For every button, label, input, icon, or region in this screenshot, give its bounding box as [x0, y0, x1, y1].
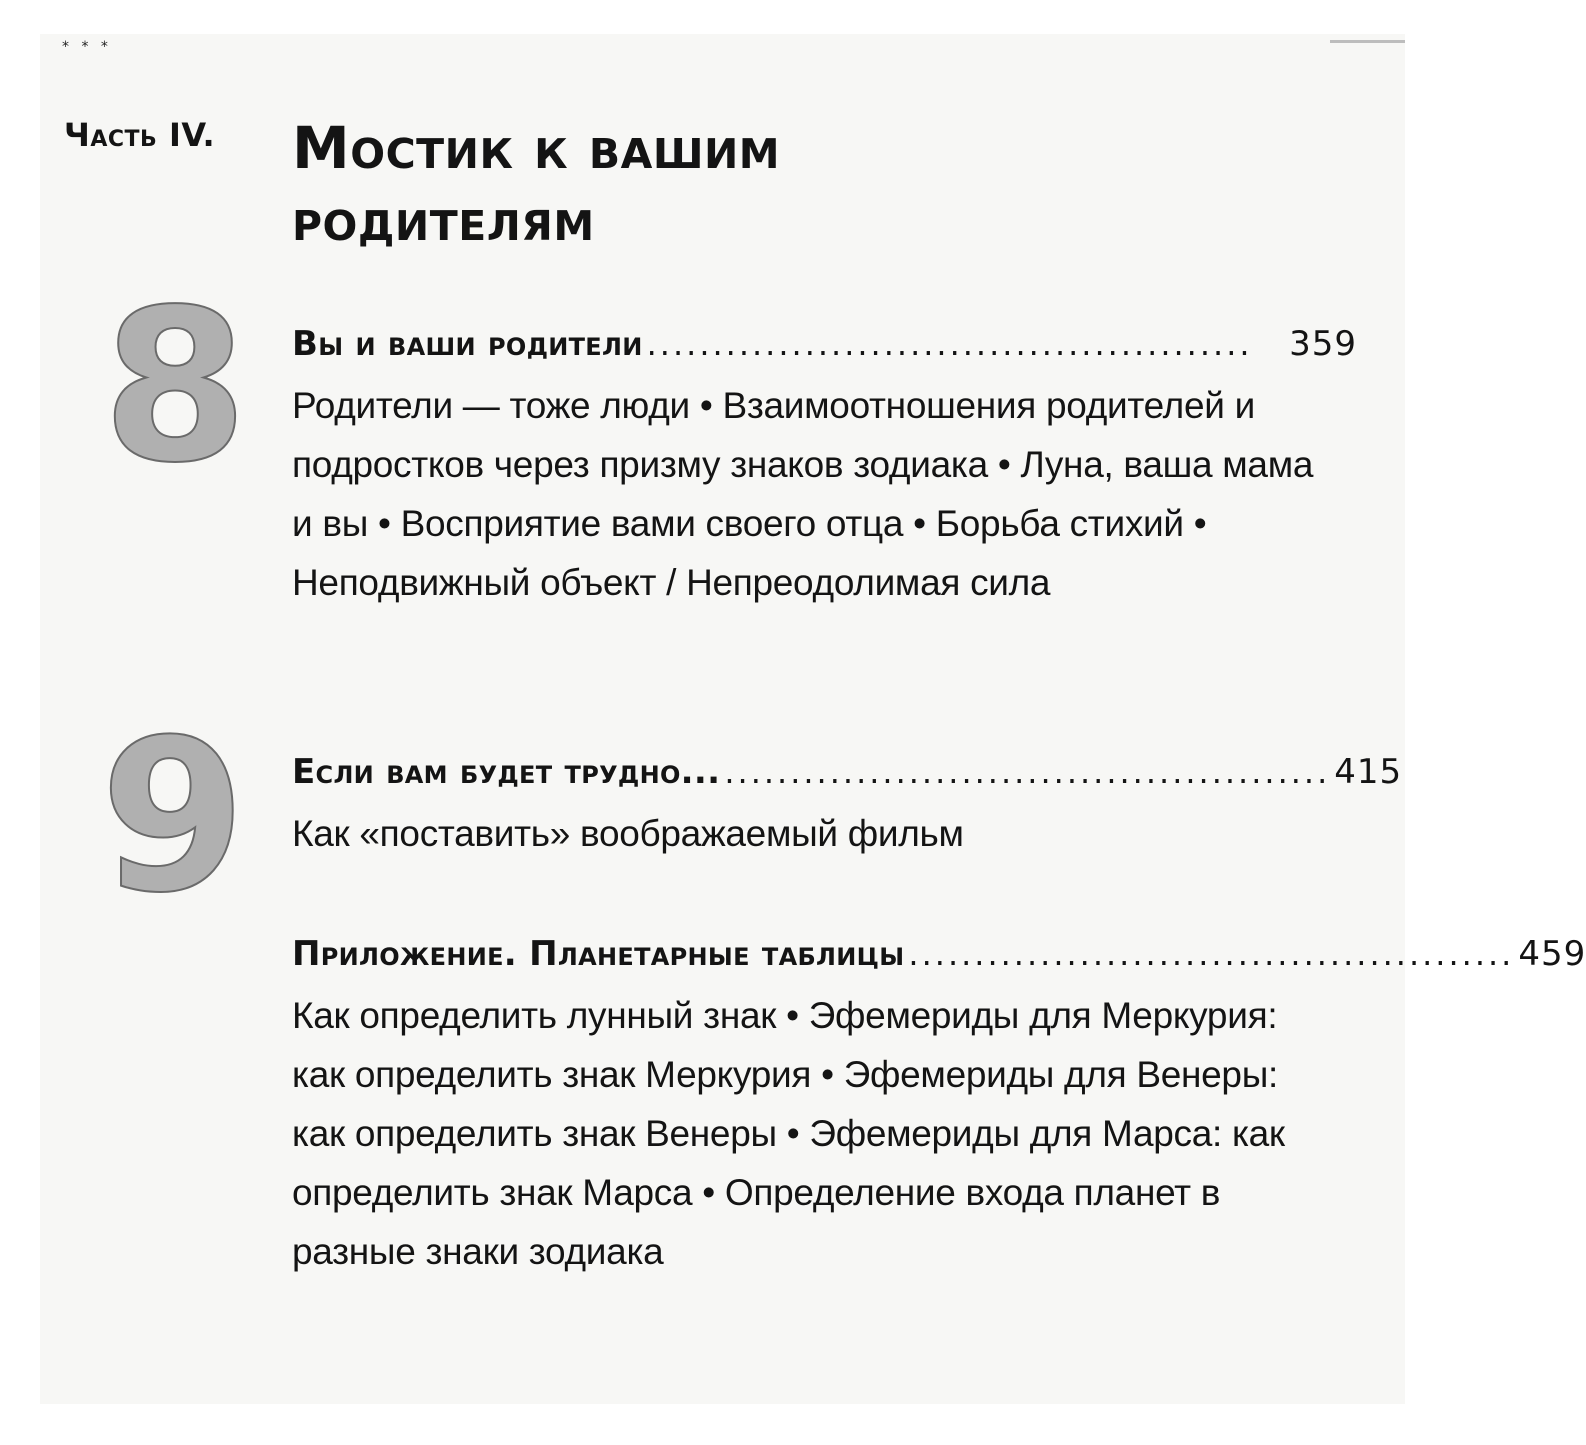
chapter-number-8: 8	[102, 264, 249, 509]
toc-entry-heading	[292, 752, 1403, 792]
toc-entry-heading	[292, 324, 1357, 364]
part-title: Мостик к вашим родителям	[292, 114, 781, 254]
part-label: Часть IV.	[64, 116, 216, 154]
leader-dots: ..............................................	[646, 325, 1253, 363]
chapter-number-9: 9	[100, 694, 247, 939]
page-number: 359	[1289, 324, 1357, 364]
leader-dots: ..............................................	[908, 935, 1515, 973]
appendix-title: Приложение. Планетарные таблицы	[292, 934, 905, 974]
page-edge-rule	[1330, 40, 1405, 43]
page-number: 415	[1334, 752, 1403, 792]
toc-entry-chapter-8[interactable]	[292, 324, 1357, 612]
toc-entry-appendix[interactable]	[292, 934, 1586, 1281]
leader-dots: ..............................................	[724, 753, 1331, 791]
chapter-title: Вы и ваши родители	[292, 324, 643, 364]
chapter-description: Как «поставить» воображаемый фильм	[292, 813, 964, 854]
chapter-title: Если вам будет трудно...	[292, 752, 721, 792]
appendix-description: Как определить лунный знак • Эфемериды для Меркурия: как определить знак Меркурия • Эфемериды для Венеры: как определить знак Венеры • Эфемериды для Марса: как определить знак Марса • Определение входа планет в разные знаки зодиака	[292, 995, 1285, 1272]
toc-entry-chapter-9[interactable]	[292, 752, 1403, 863]
toc-entry-heading	[292, 934, 1586, 974]
page-number: 459	[1518, 934, 1586, 974]
chapter-description: Родители — тоже люди • Взаимоотношения родителей и подростков через призму знаков зодиака • Луна, ваша мама и вы • Восприятие вами своего отца • Борьба стихий • Неподвижный объект / Непреодолимая сила	[292, 385, 1314, 603]
decorative-stars: * * *	[62, 39, 112, 55]
book-page	[40, 34, 1586, 1404]
